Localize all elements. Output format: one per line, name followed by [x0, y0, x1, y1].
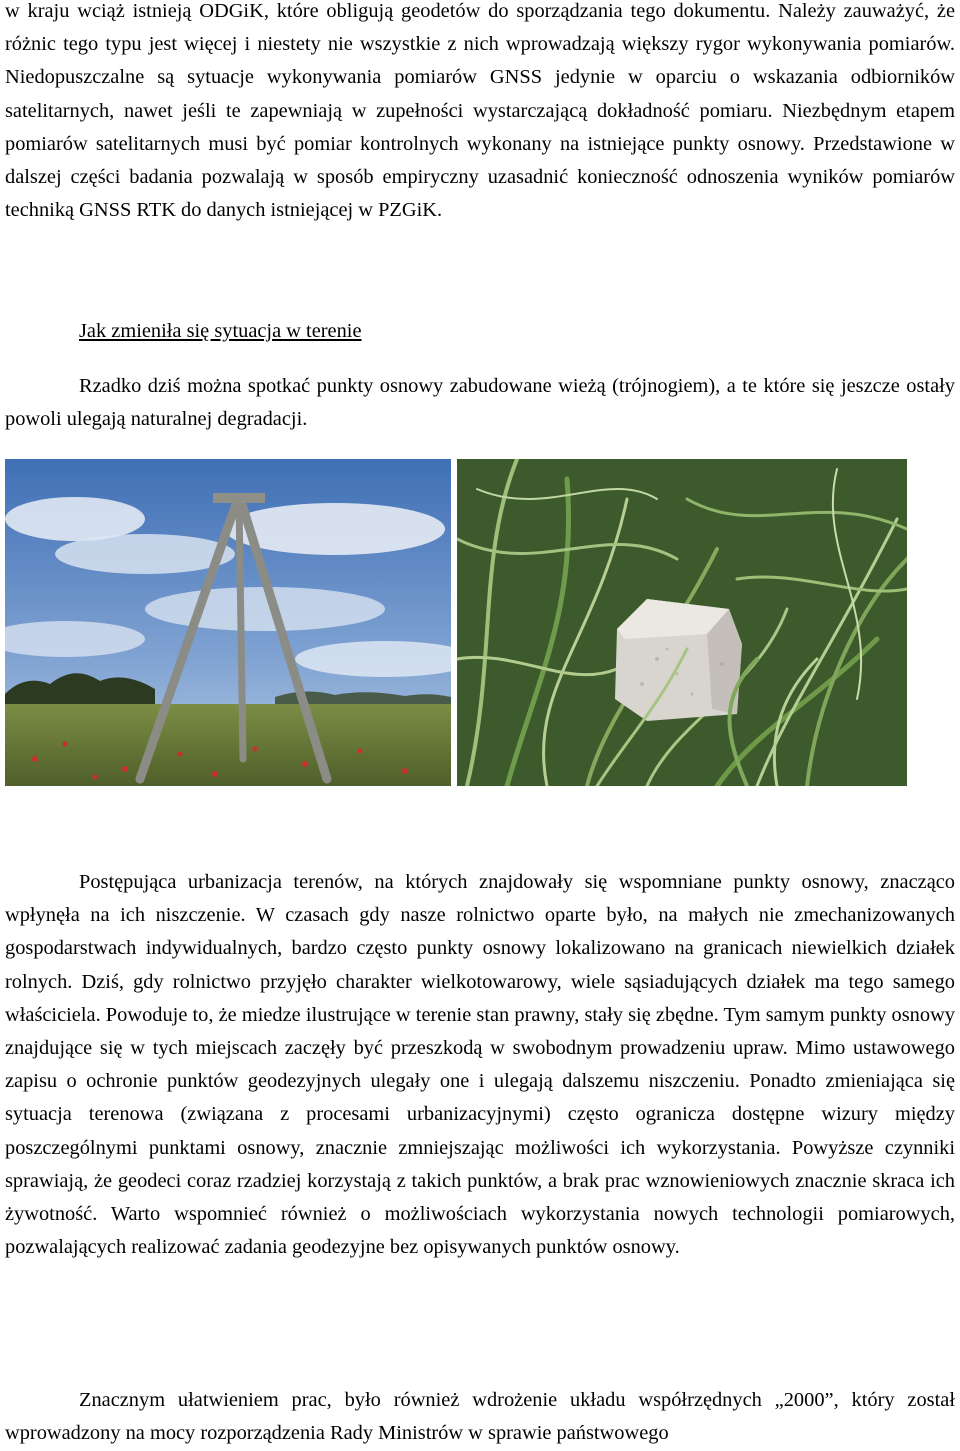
- paragraph-coordinate-system: Znacznym ułatwieniem prac, było również wdrożenie układu współrzędnych „2000”, który został wprowadzony na mocy rozporządzenia Rady Ministrów w sprawie państwowego: [5, 1389, 955, 1445]
- paragraph-intro: w kraju wciąż istnieją ODGiK, które obligują geodetów do sporządzania tego dokumentu. Należy zauważyć, że różnic tego typu jest więcej i niestety nie wszystkie z nich wprowadzają większy rygor wykonywania pomiarów. Niedopuszczalne są sytuacje wykonywania pomiarów GNSS jedynie w oparciu o wskazania odbiorników satelitarnych, nawet jeśli te zapewniają w zupełności wystarczającą dokładność pomiaru. Niezbędnym etapem pomiarów satelitarnych musi być pomiar kontrolnych wykonany na istniejące punkty osnowy. Przedstawione w dalszej części badania pozwalają w sposób empiryczny uzasadnić konieczność odnoszenia wyników pomiarów techniką GNSS RTK do danych istniejącej w PZGiK.: [5, 0, 955, 222]
- paragraph-tripod: Rzadko dziś można spotkać punkty osnowy zabudowane wieżą (trójnogiem), a te które się jeszcze ostały powoli ulegają naturalnej degradacji.: [5, 375, 955, 431]
- section-heading: Jak zmieniła się sytuacja w terenie: [79, 320, 362, 342]
- tripod-scene-icon: [5, 459, 451, 786]
- stone-marker-photo: [457, 459, 907, 786]
- tripod-tower-photo: [5, 459, 451, 786]
- paragraph-urbanization: Postępująca urbanizacja terenów, na których znajdowały się wspomniane punkty osnowy, znacząco wpłynęła na ich niszczenie. W czasach gdy nasze rolnictwo oparte było, na małych nie zmechanizowanych gospodarstwach indywidualnych, bardzo często punkty osnowy lokalizowano na granicach niewielkich działek rolnych. Dziś, gdy rolnictwo przyjęło charakter wielkotowarowy, wiele sąsiadujących działek ma tego samego właściciela. Powoduje to, że miedze ilustrujące w terenie stan prawny, stały się zbędne. Tym samym punkty osnowy znajdujące się w tych miejscach zaczęły być przeszkodą w swobodnym prowadzeniu upraw. Mimo ustawowego zapisu o ochronie punktów geodezyjnych ulegały one i ulegają dalszemu niszczeniu. Ponadto zmieniająca się sytuacja terenowa (związana z procesami urbanizacyjnymi) często ogranicza dostępne wizury między poszczególnymi punktami osnowy, znacznie zmniejszając możliwości ich wykorzystania. Powyższe czynniki sprawiają, że geodeci coraz rzadziej korzystają z takich punktów, a brak prac wznowieniowych znacznie skraca ich żywotność. Warto wspomnieć również o możliwościach wykorzystania nowych technologii pomiarowych, pozwalających realizować zadania geodezyjne bez opisywanych punktów osnowy.: [5, 871, 955, 1259]
- stone-in-grass-icon: [457, 459, 907, 786]
